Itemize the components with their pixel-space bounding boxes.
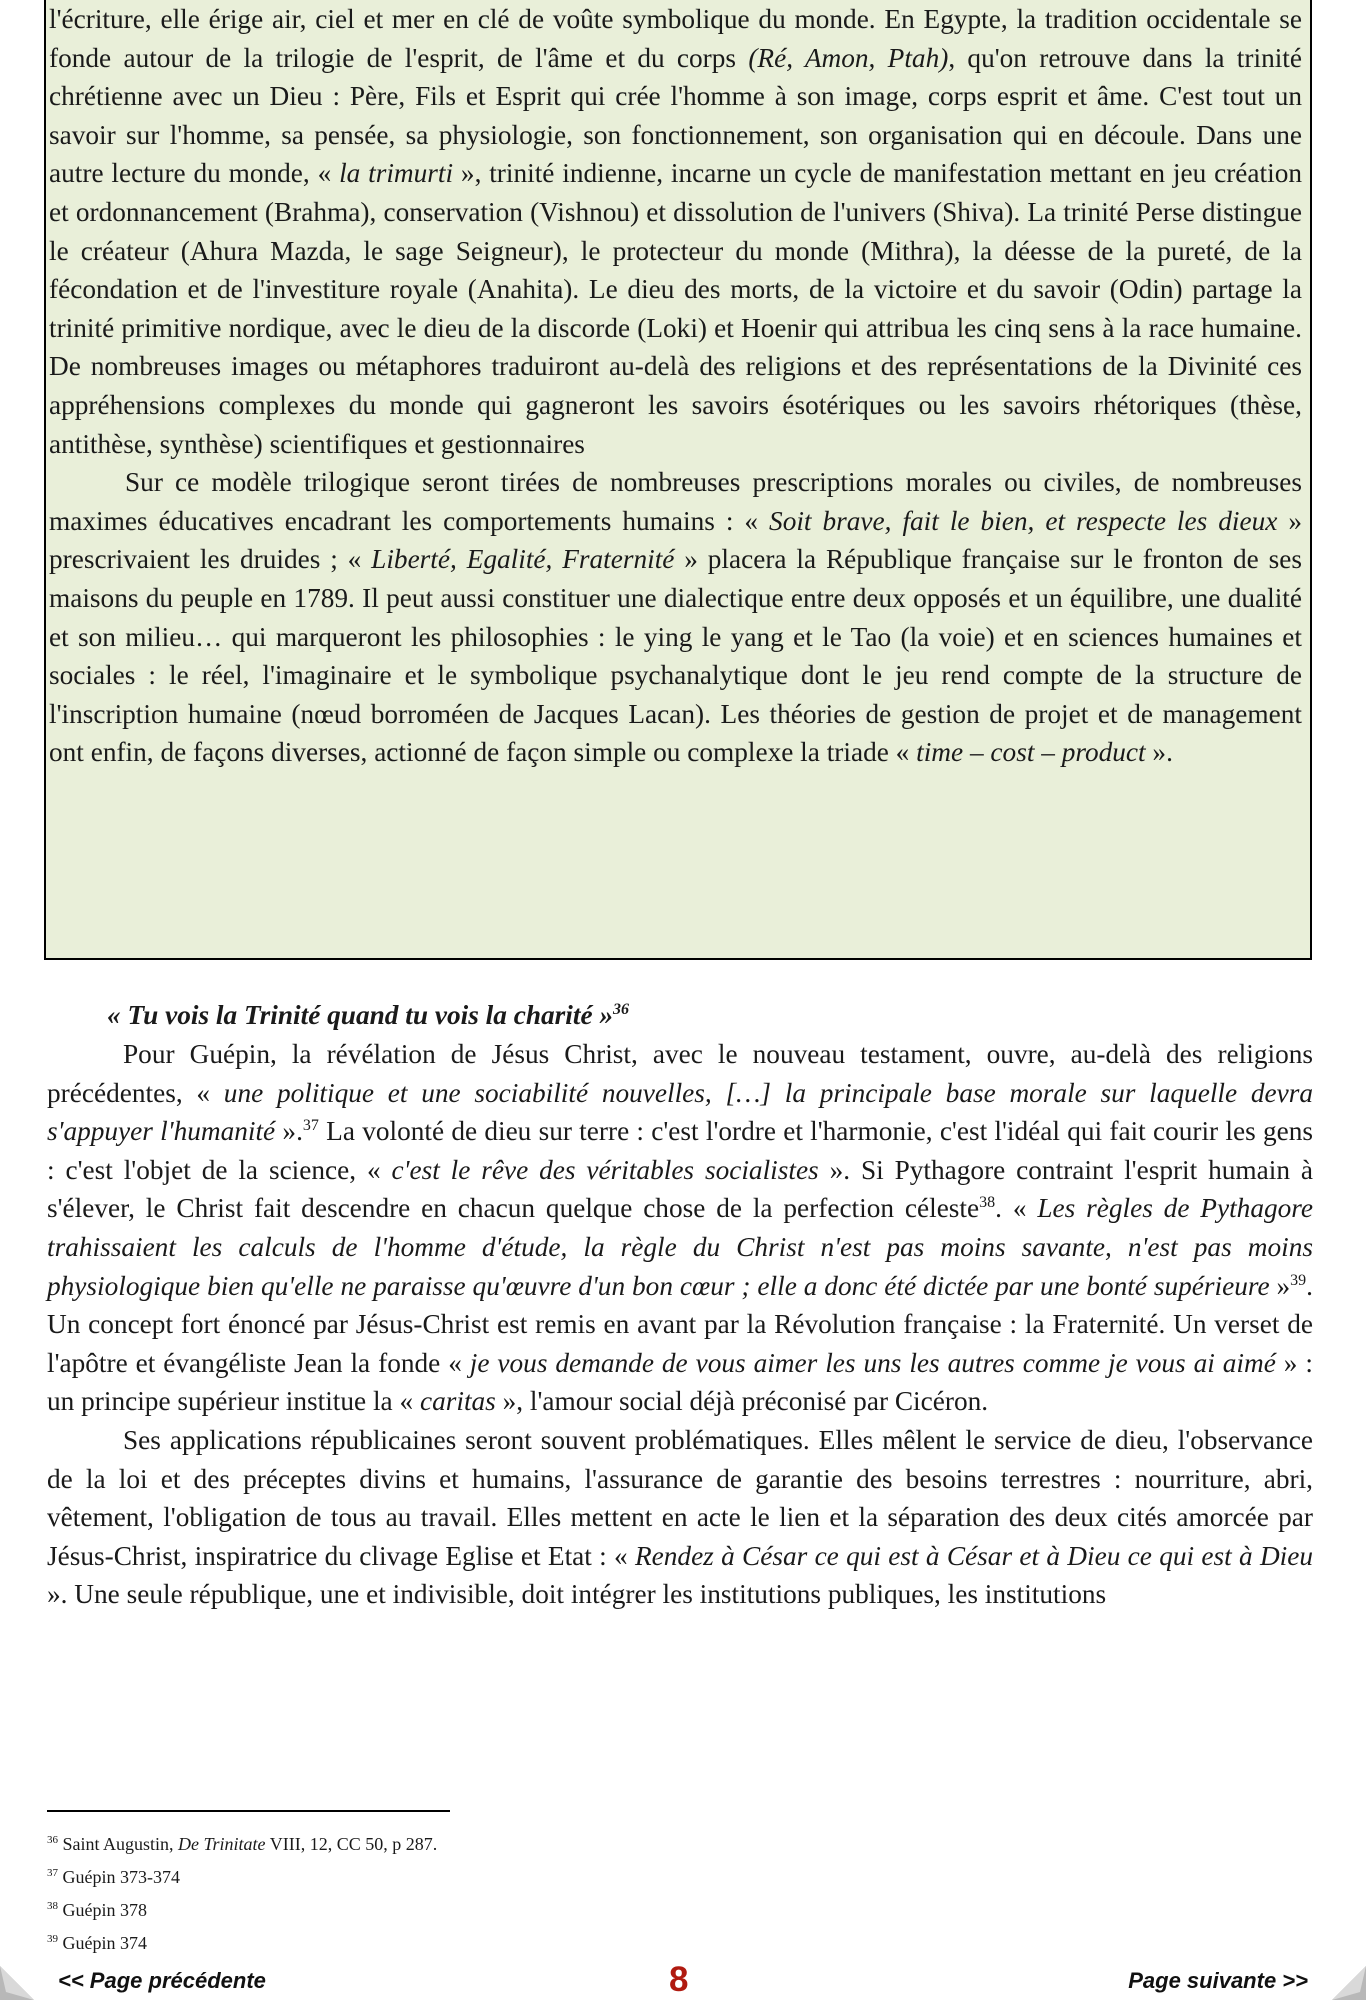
footnote-ref[interactable]: 39 bbox=[1290, 1271, 1307, 1289]
text-run: », trinité indienne, incarne un cycle de manifestation mettant en jeu création et ordonnancement (Brahma), conservation (Vishnou) et dissolution de l'univers (Shiva). La trinité Perse distingue le créateur (Ahura Mazda, le sage Seigneur), le protecteur du monde (Mithra), la déesse de la pureté, de la fécondation et de l'investiture royale (Anahita). Le dieu des morts, de la victoire et du savoir (Odin) partage la trinité primitive nordique, avec le dieu de la discorde (Loki) et Hoenir qui attribua les cinq sens à la race humaine. De nombreuses images ou métaphores traduiront au-delà des religions et des représentations de la Divinité ces appréhensions complexes du monde qui gagneront les savoirs ésotériques ou les savoirs rhétoriques (thèse, antithèse, synthèse) scientifiques et gestionnaires bbox=[49, 158, 1303, 459]
boxed-paragraph-2 bbox=[49, 463, 1302, 772]
boxed-paragraph-1 bbox=[49, 0, 1302, 463]
text-run: , qu'on retrouve dans la trinité chrétienne avec un Dieu : Père, Fils et Esprit qui crée l'homme à son image, corps esprit et âme. C'est tout un savoir sur l'homme, sa pensée, sa physiologie, son fonctionnement, son organisation qui en découle. Dans une autre lecture du monde, « bbox=[49, 42, 1302, 189]
text-run: Pour Guépin, la révélation de Jésus Christ, avec le nouveau testament, ouvre, au-delà des religions précédentes, « bbox=[47, 1039, 1313, 1108]
section-heading bbox=[107, 995, 1313, 1035]
footnote-number: 37 bbox=[47, 1867, 58, 1879]
text-run: . Un concept fort énoncé par Jésus-Christ est remis en avant par la Révolution française : la Fraternité. Un verset de l'apôtre et évangéliste Jean la fonde « bbox=[47, 1270, 1313, 1378]
italic-text: De Trinitate bbox=[178, 1834, 266, 1854]
text-run: Guépin 374 bbox=[62, 1933, 147, 1953]
italic-text: caritas bbox=[419, 1386, 496, 1417]
text-run: » : un principe supérieur institue la « bbox=[47, 1347, 1313, 1417]
italic-text: une politique et une sociabilité nouvelles, […] la principale base morale sur laquelle devra s'appuyer l'humanité bbox=[47, 1077, 1313, 1147]
section-heading-text: « Tu vois la Trinité quand tu vois la charité » bbox=[107, 1000, 614, 1030]
footnote-ref[interactable]: 37 bbox=[302, 1117, 319, 1135]
text-run: La volonté de dieu sur terre : c'est l'ordre et l'harmonie, c'est l'idéal qui fait courir les gens : c'est l'objet de la science, « bbox=[47, 1116, 1314, 1185]
footnote-ref[interactable]: 38 bbox=[979, 1194, 996, 1212]
page-number: 8 bbox=[669, 1960, 689, 1999]
body-paragraph-1 bbox=[47, 1035, 1313, 1421]
previous-page-link[interactable]: << Page précédente bbox=[58, 1968, 266, 1993]
italic-text: Rendez à César ce qui est à César et à Dieu ce qui est à Dieu bbox=[634, 1540, 1313, 1571]
text-run: ». bbox=[275, 1116, 303, 1147]
footnote-39 bbox=[47, 1927, 437, 1960]
text-run: Sur ce modèle trilogique seront tirées de nombreuses prescriptions morales ou civiles, de nombreuses maximes éducatives encadrant les comportements humains : « bbox=[49, 467, 1302, 536]
text-run: Guépin 373-374 bbox=[62, 1867, 180, 1887]
footnote-number: 39 bbox=[47, 1933, 58, 1945]
footnotes bbox=[47, 1828, 437, 1960]
body-paragraph-2 bbox=[47, 1421, 1313, 1614]
text-run: Saint Augustin, bbox=[62, 1834, 179, 1854]
italic-text: je vous demande de vous aimer les uns les autres comme je vous ai aimé bbox=[469, 1347, 1276, 1378]
text-run: ». Si Pythagore contraint l'esprit humain à s'élever, le Christ fait descendre en chacun quelque chose de la perfection céleste bbox=[47, 1154, 1314, 1224]
text-run: » bbox=[1269, 1270, 1291, 1301]
text-run: Guépin 378 bbox=[62, 1900, 147, 1920]
next-page-link[interactable]: Page suivante >> bbox=[1128, 1968, 1308, 1993]
italic-text: c'est le rêve des véritables socialistes bbox=[391, 1154, 819, 1185]
text-run: Ses applications républicaines seront souvent problématiques. Elles mêlent le service de dieu, l'observance de la loi et des préceptes divins et humains, l'assurance de garantie des besoins terrestres : nourriture, abri, vêtement, l'obligation de tous au travail. Elles mettent en acte le lien et la séparation des deux cités amorcée par Jésus-Christ, inspiratrice du clivage Eglise et Etat : « bbox=[47, 1424, 1313, 1571]
italic-text: (Ré, Amon, Ptah) bbox=[748, 42, 949, 73]
text-run: ». bbox=[1145, 737, 1173, 768]
text-run: ». Une seule république, une et indivisible, doit intégrer les institutions publiques, les institutions bbox=[47, 1579, 1107, 1610]
italic-text: Les règles de Pythagore trahissaient les calculs de l'homme d'étude, la règle du Christ n'est pas moins savante, n'est pas moins physiologique bien qu'elle ne paraisse qu'œuvre d'un bon cœur ; elle a donc été dictée par une bonté supérieure bbox=[47, 1193, 1313, 1301]
section-heading-footnote-ref[interactable]: 36 bbox=[613, 1000, 630, 1018]
text-run: » prescrivaient les druides ; « bbox=[49, 505, 1302, 575]
boxed-excerpt bbox=[44, 0, 1312, 960]
italic-text: la trimurti bbox=[339, 158, 454, 189]
italic-text: time – cost – product bbox=[916, 737, 1146, 768]
text-run: », l'amour social déjà préconisé par Cicéron. bbox=[495, 1386, 989, 1417]
italic-text: Liberté, Egalité, Fraternité bbox=[371, 544, 675, 575]
page-navigation bbox=[0, 1962, 1366, 2000]
page-curl-right-icon[interactable] bbox=[1326, 1962, 1366, 2000]
text-run: VIII, 12, CC 50, p 287. bbox=[265, 1834, 438, 1854]
footnote-number: 38 bbox=[47, 1900, 58, 1912]
footnote-separator bbox=[47, 1810, 450, 1812]
text-run: » placera la République française sur le fronton de ses maisons du peuple en 1789. Il peut aussi constituer une dialectique entre deux opposés et un équilibre, une dualité et son milieu… qui marqueront les philosophies : le ying le yang et le Tao (la voie) et en sciences humaines et sociales : le réel, l'imaginaire et le symbolique psychanalytique dont le jeu rend compte de la structure de l'inscription humaine (nœud borroméen de Jacques Lacan). Les théories de gestion de projet et de management ont enfin, de façons diverses, actionné de façon simple ou complexe la triade « bbox=[49, 544, 1302, 768]
text-run: . « bbox=[995, 1193, 1038, 1224]
footnote-36 bbox=[47, 1828, 437, 1861]
text-run: l'écriture, elle érige air, ciel et mer en clé de voûte symbolique du monde. En Egypte, la tradition occidentale se fonde autour de la trilogie de l'esprit, de l'âme et du corps bbox=[49, 4, 1302, 73]
main-body bbox=[47, 995, 1313, 1614]
footnote-38 bbox=[47, 1894, 437, 1927]
footnote-number: 36 bbox=[47, 1834, 58, 1846]
footnote-37 bbox=[47, 1861, 437, 1894]
italic-text: Soit brave, fait le bien, et respecte les dieux bbox=[769, 505, 1278, 536]
page-curl-left-icon[interactable] bbox=[0, 1962, 40, 2000]
